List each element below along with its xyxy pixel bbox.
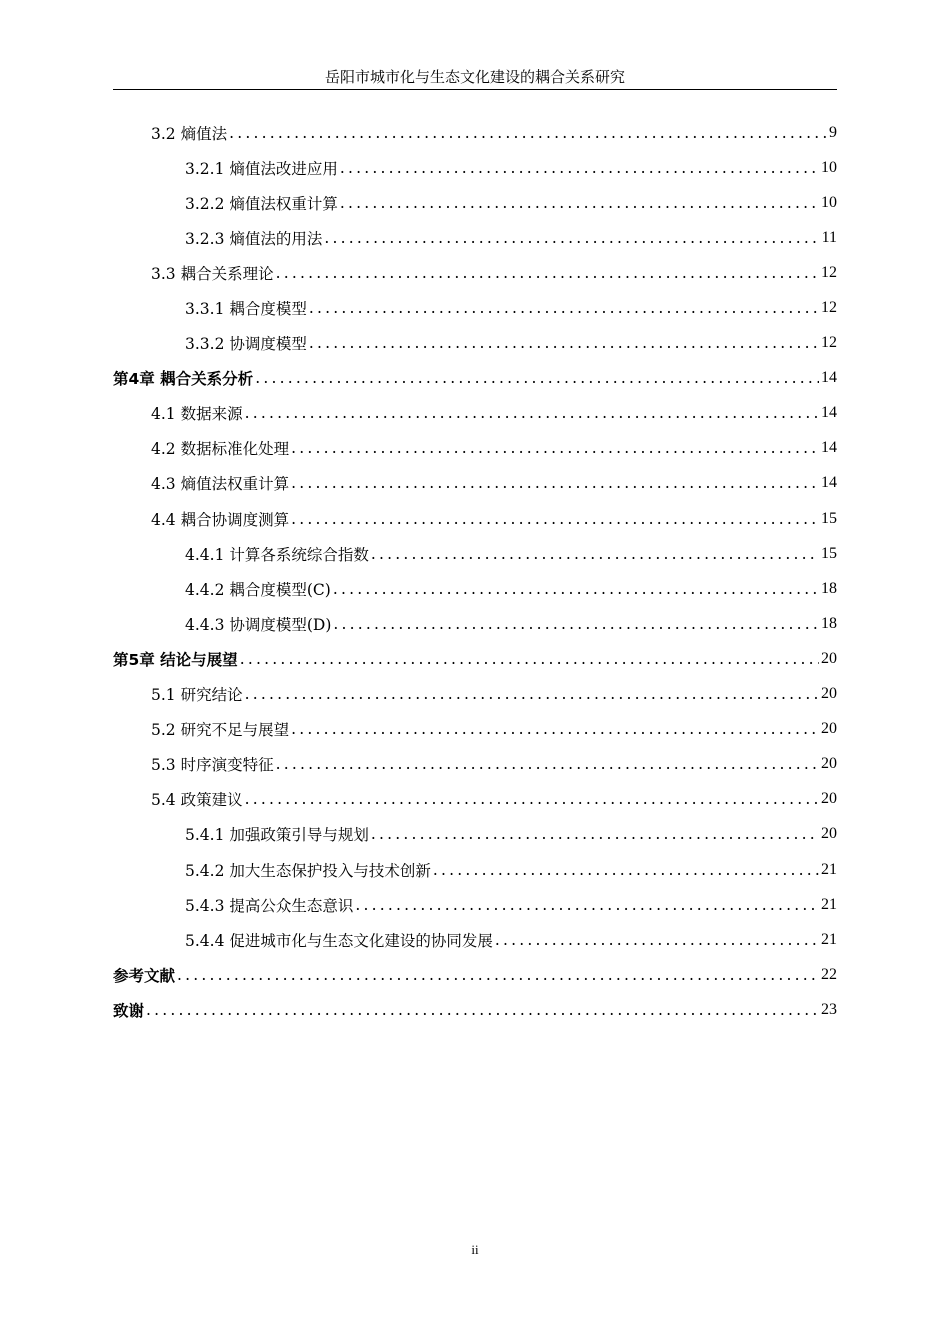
toc-dot-leader bbox=[333, 580, 819, 598]
toc-dot-leader bbox=[371, 545, 819, 563]
toc-entry[interactable] bbox=[113, 115, 837, 150]
toc-entry-label: 4.4.2 耦合度模型(C) bbox=[185, 580, 331, 599]
toc-dot-leader bbox=[291, 474, 819, 492]
toc-entry[interactable] bbox=[113, 326, 837, 361]
toc-dot-leader bbox=[146, 1001, 819, 1019]
toc-entry-label: 5.2 研究不足与展望 bbox=[151, 721, 290, 740]
toc-entry[interactable] bbox=[113, 396, 837, 431]
toc-entry-label: 3.2.3 熵值法的用法 bbox=[185, 229, 323, 248]
toc-entry[interactable] bbox=[113, 150, 837, 185]
toc-dot-leader bbox=[355, 896, 819, 914]
toc-entry-page: 15 bbox=[821, 509, 837, 527]
toc-entry-page: 20 bbox=[821, 755, 837, 773]
toc-dot-leader bbox=[245, 685, 819, 703]
toc-entry-label: 第4章 耦合关系分析 bbox=[113, 370, 254, 389]
toc-entry-page: 21 bbox=[821, 895, 837, 913]
toc-entry-label: 4.4 耦合协调度测算 bbox=[151, 510, 290, 529]
toc-entry-page: 20 bbox=[821, 720, 837, 738]
toc-entry-page: 14 bbox=[821, 439, 837, 457]
toc-entry-page: 14 bbox=[821, 369, 837, 387]
toc-entry[interactable] bbox=[113, 641, 837, 676]
toc-entry[interactable] bbox=[113, 712, 837, 747]
page-number: ii bbox=[471, 1242, 479, 1257]
toc-entry-label: 5.4.1 加强政策引导与规划 bbox=[185, 826, 369, 845]
toc-dot-leader bbox=[433, 861, 819, 879]
toc-entry-label: 4.2 数据标准化处理 bbox=[151, 440, 290, 459]
toc-entry[interactable] bbox=[113, 185, 837, 220]
toc-entry-label: 4.1 数据来源 bbox=[151, 405, 243, 424]
toc-dot-leader bbox=[340, 194, 819, 212]
toc-entry[interactable] bbox=[113, 992, 837, 1027]
toc-entry-label: 4.4.3 协调度模型(D) bbox=[185, 615, 332, 634]
toc-dot-leader bbox=[495, 931, 819, 949]
toc-entry-page: 9 bbox=[829, 123, 837, 141]
toc-entry[interactable] bbox=[113, 501, 837, 536]
toc-entry[interactable] bbox=[113, 290, 837, 325]
toc-dot-leader bbox=[276, 755, 819, 773]
toc-entry-page: 14 bbox=[821, 404, 837, 422]
toc-entry-label: 5.3 时序演变特征 bbox=[151, 756, 274, 775]
toc-dot-leader bbox=[371, 825, 819, 843]
toc-entry-page: 11 bbox=[821, 228, 837, 246]
toc-dot-leader bbox=[276, 264, 819, 282]
toc-entry[interactable] bbox=[113, 817, 837, 852]
toc-entry-page: 12 bbox=[821, 299, 837, 317]
toc-entry-label: 参考文献 bbox=[113, 966, 176, 985]
toc-entry-label: 5.4.4 促进城市化与生态文化建设的协同发展 bbox=[185, 931, 493, 950]
toc-entry[interactable] bbox=[113, 431, 837, 466]
toc-entry-label: 5.1 研究结论 bbox=[151, 686, 243, 705]
table-of-contents bbox=[113, 115, 837, 1027]
toc-entry-page: 22 bbox=[821, 965, 837, 983]
toc-dot-leader bbox=[245, 404, 819, 422]
toc-entry-page: 20 bbox=[821, 649, 837, 667]
toc-entry-page: 20 bbox=[821, 685, 837, 703]
toc-dot-leader bbox=[340, 159, 819, 177]
toc-entry-label: 3.2.2 熵值法权重计算 bbox=[185, 194, 338, 213]
toc-entry-page: 21 bbox=[821, 860, 837, 878]
toc-entry[interactable] bbox=[113, 361, 837, 396]
toc-entry-page: 12 bbox=[821, 263, 837, 281]
toc-entry-page: 10 bbox=[821, 158, 837, 176]
toc-dot-leader bbox=[324, 229, 819, 247]
toc-entry-label: 5.4 政策建议 bbox=[151, 791, 243, 810]
toc-entry[interactable] bbox=[113, 782, 837, 817]
toc-entry-label: 3.2.1 熵值法改进应用 bbox=[185, 159, 338, 178]
running-header: 岳阳市城市化与生态文化建设的耦合关系研究 bbox=[324, 68, 625, 86]
toc-entry[interactable] bbox=[113, 747, 837, 782]
toc-entry-label: 3.3 耦合关系理论 bbox=[151, 264, 274, 283]
toc-entry-page: 18 bbox=[821, 614, 837, 632]
toc-entry[interactable] bbox=[113, 220, 837, 255]
toc-dot-leader bbox=[291, 439, 819, 457]
toc-dot-leader bbox=[255, 369, 819, 387]
toc-entry-page: 15 bbox=[821, 544, 837, 562]
toc-entry[interactable] bbox=[113, 957, 837, 992]
toc-entry-label: 3.3.2 协调度模型 bbox=[185, 335, 307, 354]
toc-dot-leader bbox=[229, 124, 827, 142]
toc-entry-label: 致谢 bbox=[113, 1001, 145, 1020]
toc-entry-page: 12 bbox=[821, 334, 837, 352]
toc-entry-page: 20 bbox=[821, 825, 837, 843]
toc-entry-label: 4.3 熵值法权重计算 bbox=[151, 475, 290, 494]
toc-entry[interactable] bbox=[113, 255, 837, 290]
toc-entry-label: 4.4.1 计算各系统综合指数 bbox=[185, 545, 369, 564]
toc-entry-label: 5.4.3 提高公众生态意识 bbox=[185, 896, 354, 915]
toc-entry[interactable] bbox=[113, 887, 837, 922]
toc-entry[interactable] bbox=[113, 677, 837, 712]
toc-dot-leader bbox=[240, 650, 819, 668]
toc-entry[interactable] bbox=[113, 606, 837, 641]
toc-entry[interactable] bbox=[113, 922, 837, 957]
toc-entry-page: 10 bbox=[821, 193, 837, 211]
toc-dot-leader bbox=[309, 334, 819, 352]
toc-dot-leader bbox=[333, 615, 819, 633]
toc-entry[interactable] bbox=[113, 466, 837, 501]
header-rule bbox=[113, 89, 837, 90]
toc-entry[interactable] bbox=[113, 536, 837, 571]
toc-entry-label: 3.3.1 耦合度模型 bbox=[185, 300, 307, 319]
toc-dot-leader bbox=[309, 299, 819, 317]
toc-entry-label: 第5章 结论与展望 bbox=[113, 650, 238, 669]
toc-entry[interactable] bbox=[113, 852, 837, 887]
toc-dot-leader bbox=[177, 966, 819, 984]
toc-dot-leader bbox=[245, 790, 819, 808]
toc-dot-leader bbox=[291, 720, 819, 738]
toc-entry-label: 5.4.2 加大生态保护投入与技术创新 bbox=[185, 861, 431, 880]
toc-entry-page: 20 bbox=[821, 790, 837, 808]
toc-entry-page: 23 bbox=[821, 1000, 837, 1018]
toc-entry-page: 21 bbox=[821, 930, 837, 948]
toc-entry-label: 3.2 熵值法 bbox=[151, 124, 228, 143]
toc-entry-page: 14 bbox=[821, 474, 837, 492]
toc-dot-leader bbox=[291, 510, 819, 528]
toc-entry-page: 18 bbox=[821, 579, 837, 597]
toc-entry[interactable] bbox=[113, 571, 837, 606]
